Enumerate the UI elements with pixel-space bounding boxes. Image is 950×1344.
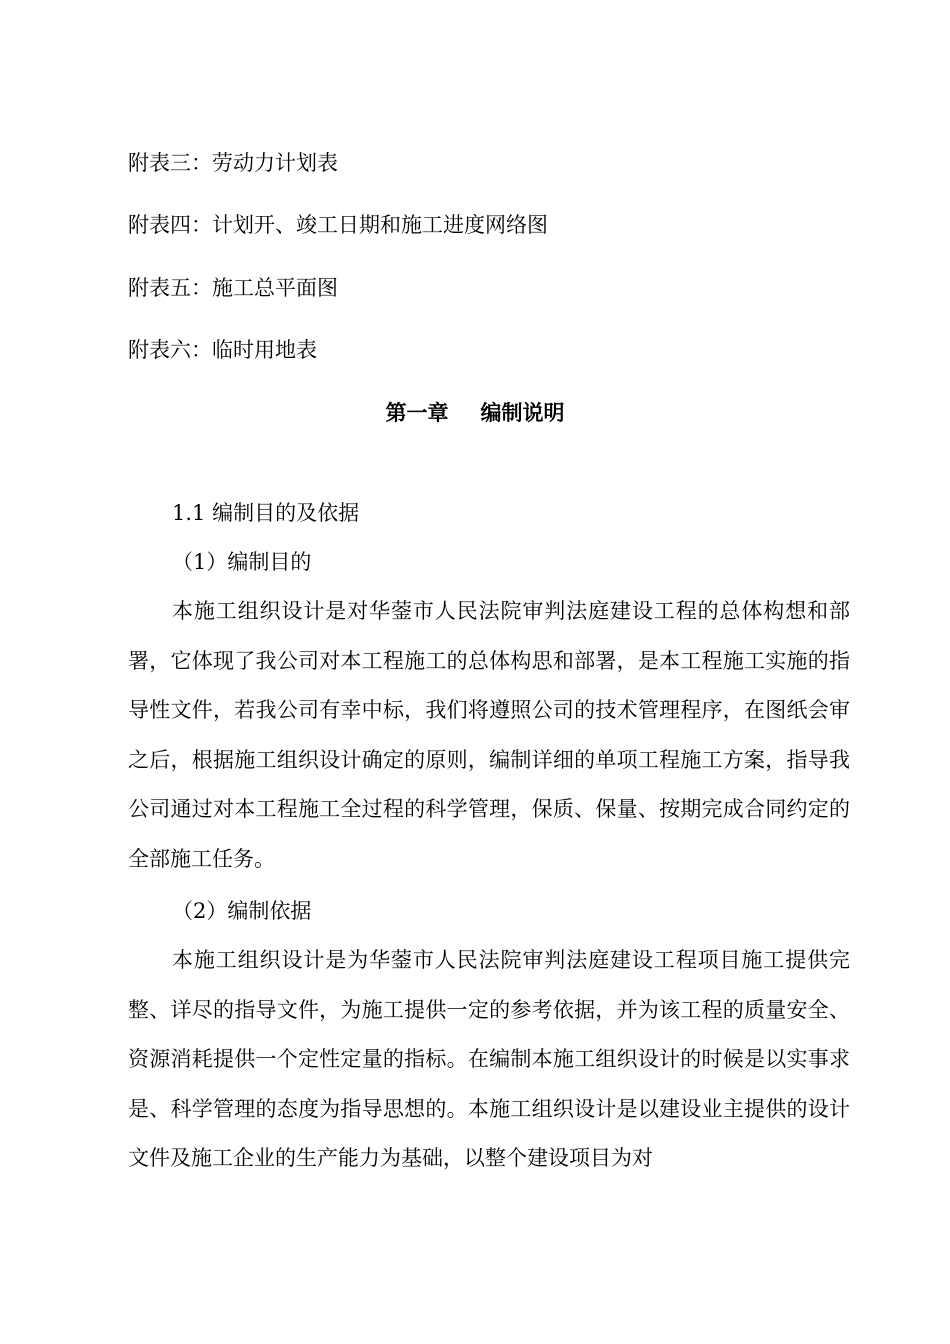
chapter-heading [0,401,950,425]
appendix-item-4: 附表四：计划开、竣工日期和施工进度网络图 [128,213,548,237]
chapter-number: 第一章 [385,400,449,425]
subsection-heading-basis: （2）编制依据 [172,899,312,923]
section-heading: 1.1 编制目的及依据 [172,501,360,525]
chapter-title: 编制说明 [480,400,565,425]
paragraph-basis: 本施工组织设计是为华蓥市人民法院审判法庭建设工程项目施工提供完整、详尽的指导文件，为施工提供一定的参考依据，并为该工程的质量安全、资源消耗提供一个定性定量的指标。在编制本施工组织设计的时候是以实事求是、科学管理的态度为指导思想的。本施工组织设计是以建设业主提供的设计文件及施工企业的生产能力为基础，以整个建设项目为对 [128,948,850,1171]
subsection-heading-purpose: （1）编制目的 [172,550,312,574]
appendix-item-3: 附表三：劳动力计划表 [128,151,338,175]
appendix-item-5: 附表五：施工总平面图 [128,276,338,300]
paragraph-purpose: 本施工组织设计是对华蓥市人民法院审判法庭建设工程的总体构想和部署，它体现了我公司对本工程施工的总体构思和部署，是本工程施工实施的指导性文件，若我公司有幸中标，我们将遵照公司的技术管理程序，在图纸会审之后，根据施工组织设计确定的原则，编制详细的单项工程施工方案，指导我公司通过对本工程施工全过程的科学管理，保质、保量、按期完成合同约定的全部施工任务。 [128,599,850,871]
appendix-item-6: 附表六：临时用地表 [128,338,317,362]
